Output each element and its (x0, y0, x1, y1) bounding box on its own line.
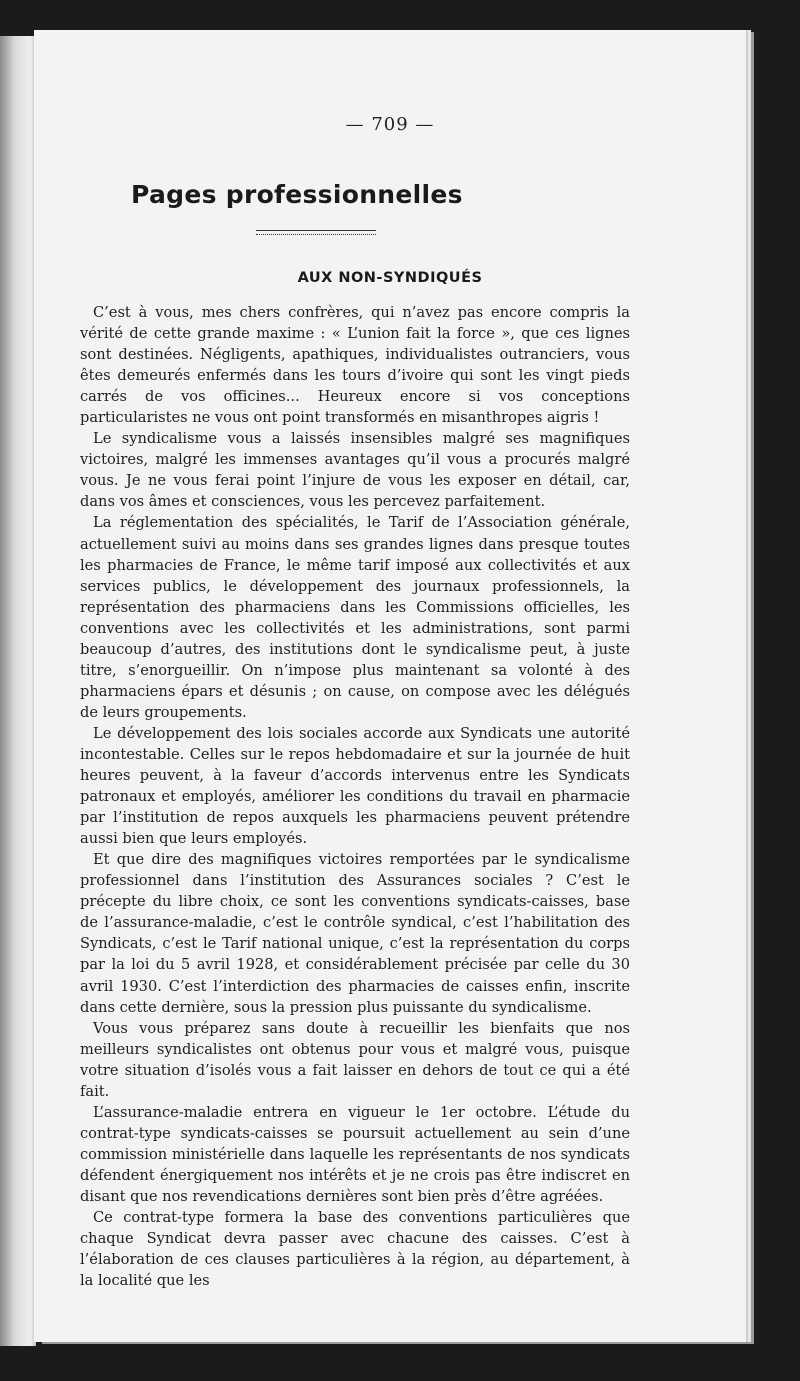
article-title: AUX NON-SYNDIQUÉS (297, 270, 483, 286)
paragraph: Le développement des lois sociales accorde aux Syndicats une autorité incontestable. Celles sur le repos hebdomadaire et sur la journée de huit heures peuvent, à la faveur d’accords intervenus entre les Syndicats patronaux et employés, améliorer les conditions du travail en pharmacie par l’institution de repos auxquels les pharmaciens peuvent prétendre aussi bien que leurs employés. (80, 724, 630, 848)
title-rule-dotted (256, 234, 376, 235)
paragraph: La réglementation des spécialités, le Tarif de l’Association générale, actuellement suivi au moins dans ses grandes lignes dans presque toutes les pharmacies de France, le même tarif imposé aux collectivités et aux services publics, le développement des journaux professionnels, la représentation des pharmaciens dans les Commissions officielles, les conventions avec les collectivités et les administrations, sont parmi beaucoup d’autres, des institutions dont le syndicalisme peut, à juste titre, s’enorgueillir. On n’impose plus maintenant sa volonté à des pharmaciens épars et désunis ; on cause, on compose avec les délégués de leurs groupements. (80, 514, 630, 721)
facing-page-edge (0, 36, 36, 1346)
document-page (34, 30, 746, 1342)
paragraph: Ce contrat-type formera la base des conventions particulières que chaque Syndicat devra passer avec chacune des caisses. C’est à l’élaboration de ces clauses particulières à la région, au département, à la localité que les (80, 1209, 630, 1290)
title-rule (256, 230, 376, 231)
paragraph: L’assurance-maladie entrera en vigueur le 1er octobre. L’étude du contrat-type syndicats-caisses se poursuit actuellement au sein d’une commission ministérielle dans laquelle les représentants de nos syndicats défendent énergiquement nos intérêts et je ne crois pas être indiscret en disant que nos revendications dernières sont bien près d’être agréées. (80, 1103, 630, 1205)
paragraph: Vous vous préparez sans doute à recueillir les bienfaits que nos meilleurs syndicalistes ont obtenus pour vous et malgré vous, puisque votre situation d’isolés vous a fait laisser en dehors de tout ce qui a été fait. (80, 1019, 630, 1100)
paragraph: C’est à vous, mes chers confrères, qui n’avez pas encore compris la vérité de cette grande maxime : « L’union fait la force », que ces lignes sont destinées. Négligents, apathiques, individualistes outranciers, vous êtes demeurés enfermés dans les tours d’ivoire qui sont les vingt pieds carrés de vos officines... Heureux encore si vos conceptions particularistes ne vous ont point transformés en misanthropes aigris ! (80, 304, 630, 427)
paragraph: Et que dire des magnifiques victoires remportées par le syndicalisme professionnel dans l’institution des Assurances sociales ? C’est le précepte du libre choix, ce sont les conventions syndicats-caisses, base de l’assurance-maladie, c’est le contrôle syndical, c’est l’habilitation des Syndicats, c’est le Tarif national unique, c’est la représentation du corps par la loi du 5 avril 1928, et considérablement précisée par celle du 30 avril 1930. C’est l’interdiction des pharmacies de caisses enfin, inscrite dans cette dernière, sous la pression plus puissante du syndicalisme. (80, 851, 630, 1016)
article-body (80, 302, 630, 1291)
page-number: — 709 — (345, 114, 435, 135)
paragraph: Le syndicalisme vous a laissés insensibles malgré ses magnifiques victoires, malgré les immenses avantages qu’il vous a procurés malgré vous. Je ne vous ferai point l’injure de vous les exposer en détail, car, dans vos âmes et consciences, vous les percevez parfaitement. (80, 430, 630, 511)
section-title: Pages professionnelles (131, 180, 463, 209)
